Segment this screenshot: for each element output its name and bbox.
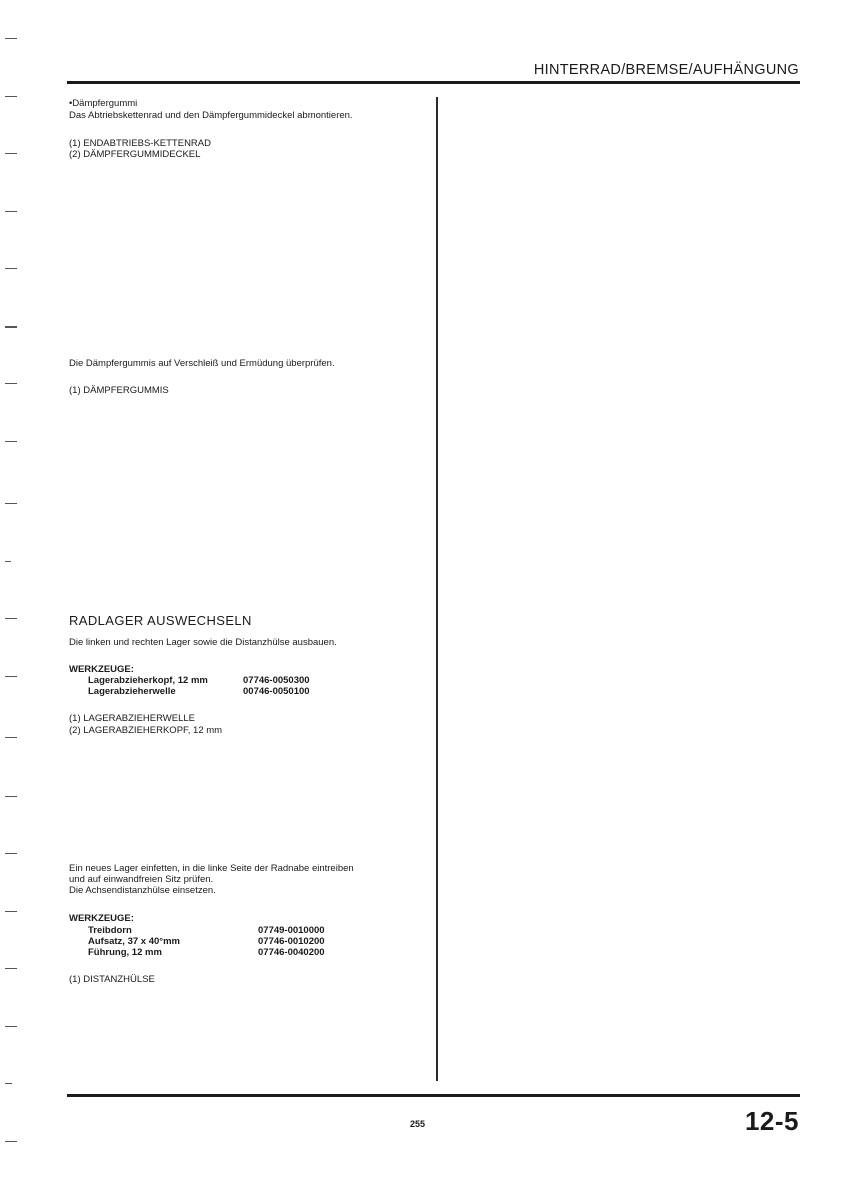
instruction-text: Ein neues Lager einfetten, in die linke Seite der Radnabe eintreiben	[69, 863, 354, 874]
margin-tick	[5, 1026, 17, 1027]
tool-name: Treibdorn	[88, 925, 132, 936]
margin-tick	[5, 1083, 12, 1084]
margin-tick	[5, 1141, 17, 1142]
margin-tick	[5, 911, 17, 912]
tools-label: WERKZEUGE:	[69, 664, 134, 675]
instruction-text: Die linken und rechten Lager sowie die Distanzhülse ausbauen.	[69, 637, 337, 648]
margin-tick	[5, 561, 11, 562]
bullet-heading: •Dämpfergummi	[69, 98, 138, 109]
instruction-text: Die Achsendistanzhülse einsetzen.	[69, 885, 216, 896]
margin-tick	[5, 503, 17, 504]
margin-tick	[5, 383, 17, 384]
tool-name: Aufsatz, 37 x 40°mm	[88, 936, 180, 947]
instruction-text: Die Dämpfergummis auf Verschleiß und Ermüdung überprüfen.	[69, 358, 335, 369]
margin-tick	[5, 268, 17, 269]
page-number: 255	[410, 1119, 426, 1129]
callout-label: (1) ENDABTRIEBS-KETTENRAD	[69, 138, 211, 149]
tool-name: Lagerabzieherkopf, 12 mm	[88, 675, 208, 686]
margin-tick	[5, 96, 17, 97]
margin-tick	[5, 676, 17, 677]
instruction-text: und auf einwandfreien Sitz prüfen.	[69, 874, 214, 885]
tool-code: 07746-0040200	[258, 947, 325, 958]
callout-label: (1) DISTANZHÜLSE	[69, 974, 155, 985]
margin-tick	[5, 796, 17, 797]
tool-code: 00746-0050100	[243, 686, 310, 697]
page-header-title: HINTERRAD/BREMSE/AUFHÄNGUNG	[533, 62, 799, 78]
margin-tick	[5, 153, 17, 154]
callout-label: (1) LAGERABZIEHERWELLE	[69, 713, 196, 724]
tool-code: 07749-0010000	[258, 925, 325, 936]
tool-code: 07746-0010200	[258, 936, 325, 947]
column-divider	[436, 97, 438, 1081]
tool-code: 07746-0050300	[243, 675, 310, 686]
callout-label: (1) DÄMPFERGUMMIS	[69, 385, 169, 396]
callout-label: (2) DÄMPFERGUMMIDECKEL	[69, 149, 201, 160]
section-title: RADLAGER AUSWECHSELN	[69, 613, 252, 628]
margin-tick	[5, 441, 17, 442]
margin-tick	[5, 618, 17, 619]
margin-tick	[5, 326, 17, 328]
tool-name: Lagerabzieherwelle	[88, 686, 176, 697]
footer-rule	[67, 1094, 800, 1097]
section-page-number: 12-5	[744, 1106, 799, 1136]
callout-label: (2) LAGERABZIEHERKOPF, 12 mm	[69, 725, 223, 736]
header-rule	[67, 81, 800, 84]
margin-tick	[5, 38, 17, 39]
margin-tick	[5, 853, 17, 854]
tool-name: Führung, 12 mm	[88, 947, 162, 958]
margin-tick	[5, 737, 17, 738]
instruction-text: Das Abtriebskettenrad und den Dämpfergummideckel abmontieren.	[69, 110, 353, 121]
tools-label: WERKZEUGE:	[69, 913, 134, 924]
margin-tick	[5, 211, 17, 212]
margin-tick	[5, 968, 17, 969]
